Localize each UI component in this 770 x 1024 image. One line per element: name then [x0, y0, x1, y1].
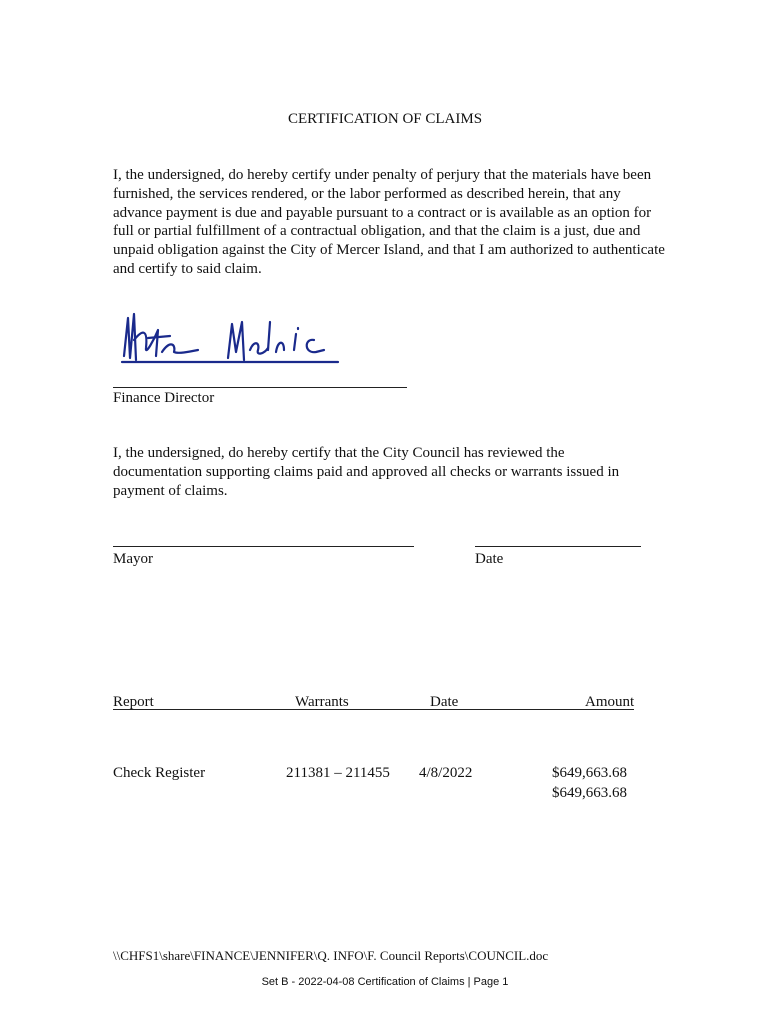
- date-label: Date: [475, 551, 504, 567]
- row-date: 4/8/2022: [419, 765, 473, 781]
- page-footer: Set B - 2022-04-08 Certification of Claims | Page 1: [261, 976, 509, 988]
- council-certification-paragraph: I, the undersigned, do hereby certify that the City Council has reviewed the documentation supporting claims paid and approved all checks or warrants issued in payment of claims.: [113, 445, 620, 499]
- total-amount: $649,663.68: [552, 785, 627, 801]
- row-amount: $649,663.68: [552, 765, 627, 781]
- row-report: Check Register: [113, 765, 206, 781]
- header-report: Report: [113, 694, 154, 710]
- finance-director-label: Finance Director: [113, 390, 215, 406]
- certification-paragraph: I, the undersigned, do hereby certify under penalty of perjury that the materials have been furnished, the services rendered, or the labor performed as described herein, that any advance payment is due and payable pursuant to a contract or is available as an option for full or partial fulfillment of a contractual obligation, and that the claim is a just, due and unpaid obligation against the City of Mercer Island, and that I am authorized to authenticate and certify to said claim.: [113, 167, 665, 277]
- file-path: \\CHFS1\share\FINANCE\JENNIFER\Q. INFO\F. Council Reports\COUNCIL.doc: [113, 948, 549, 963]
- mayor-signature-line: [113, 546, 414, 547]
- document-title: CERTIFICATION OF CLAIMS: [287, 111, 483, 127]
- table-header-rule: [113, 709, 634, 710]
- mayor-label: Mayor: [113, 551, 153, 567]
- signature-image: [118, 300, 358, 372]
- row-warrants: 211381 – 211455: [286, 765, 390, 781]
- finance-director-signature-line: [113, 387, 407, 388]
- header-date: Date: [430, 694, 459, 710]
- header-amount: Amount: [585, 694, 635, 710]
- header-warrants: Warrants: [295, 694, 349, 710]
- date-signature-line: [475, 546, 641, 547]
